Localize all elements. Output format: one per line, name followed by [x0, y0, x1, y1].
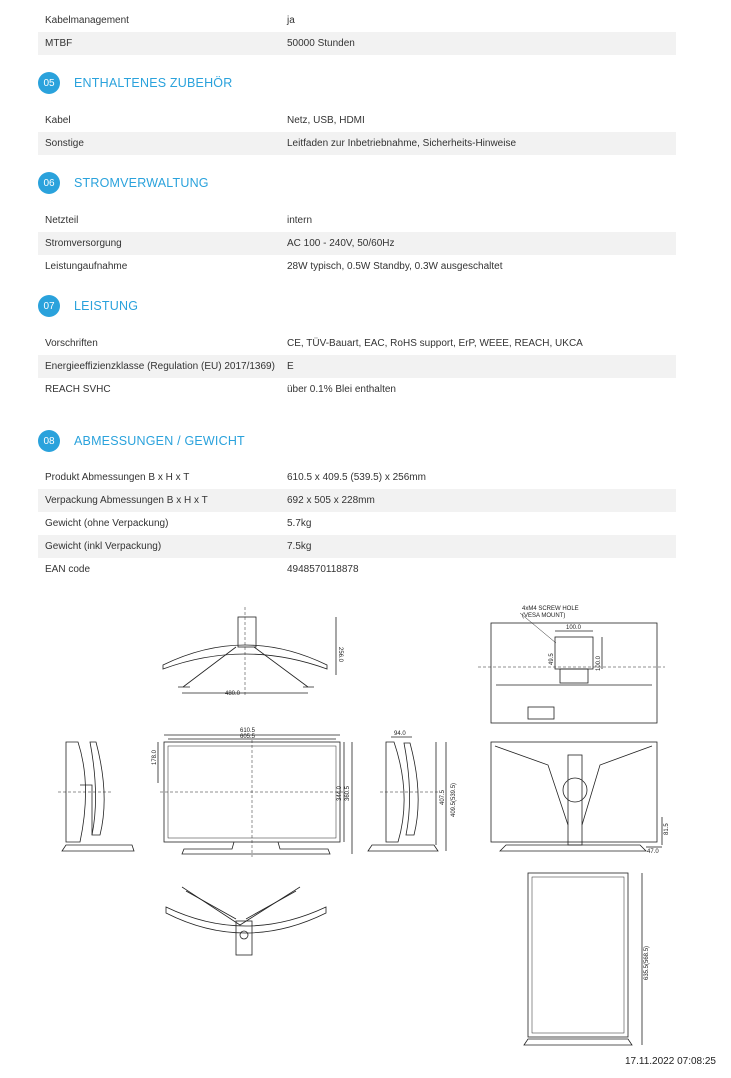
row-key: Gewicht (inkl Verpackung)	[45, 541, 162, 552]
row-value: über 0.1% Blei enthalten	[287, 384, 396, 395]
row-key: Kabelmanagement	[45, 15, 129, 26]
row-key: Leistungaufnahme	[45, 261, 128, 272]
section-title: ENTHALTENES ZUBEHÖR	[74, 76, 233, 90]
row-value: 692 x 505 x 228mm	[287, 495, 375, 506]
row-key: MTBF	[45, 38, 73, 49]
dim-label: 178.0	[152, 749, 158, 765]
table-row	[38, 378, 676, 401]
table-row	[38, 558, 676, 581]
timestamp: 17.11.2022 07:08:25	[624, 1056, 716, 1067]
dim-label: 409.5(539.5)	[451, 782, 457, 817]
section-title: ABMESSUNGEN / GEWICHT	[74, 434, 245, 448]
row-key: Vorschriften	[45, 338, 98, 349]
table-row	[38, 209, 676, 232]
row-key: Verpackung Abmessungen B x H x T	[45, 495, 208, 506]
dim-label: 94.0	[394, 731, 406, 737]
row-value: CE, TÜV-Bauart, EAC, RoHS support, ErP, WEEE, REACH, UKCA	[287, 338, 583, 349]
table-row	[38, 355, 676, 378]
table-row	[38, 489, 676, 512]
front-view-drawing	[158, 735, 352, 857]
rear-view-drawing	[491, 742, 662, 851]
vesa-note: (VESA MOUNT)	[522, 613, 566, 619]
spec-table-power	[38, 209, 676, 278]
dim-label: 480.0	[225, 691, 241, 697]
table-row	[38, 32, 676, 55]
row-value: intern	[287, 215, 313, 226]
table-row	[38, 109, 676, 132]
section-number-badge: 08	[38, 430, 60, 452]
dim-label: 360.5	[345, 785, 351, 801]
right-side-view-drawing	[368, 737, 446, 851]
dim-label: 610.5	[240, 728, 256, 734]
table-row	[38, 332, 676, 355]
row-value: 50000 Stunden	[287, 38, 355, 49]
spec-table-top	[38, 9, 676, 55]
dim-label: 49.5	[549, 653, 555, 665]
row-key: Gewicht (ohne Verpackung)	[45, 518, 169, 529]
row-value: 4948570118878	[287, 564, 359, 575]
section-heading-accessories	[38, 72, 232, 94]
dim-label: 256.0	[337, 647, 343, 663]
table-row	[38, 255, 676, 278]
row-key: Netzteil	[45, 215, 79, 226]
row-value: 28W typisch, 0.5W Standby, 0.3W ausgeschaltet	[287, 261, 503, 272]
top-view-drawing	[163, 607, 336, 695]
dim-label: 81.5	[664, 823, 670, 835]
section-number-badge: 07	[38, 295, 60, 317]
row-value: E	[287, 361, 294, 372]
row-key: Stromversorgung	[45, 238, 122, 249]
section-heading-power	[38, 172, 209, 194]
section-number-badge: 06	[38, 172, 60, 194]
row-value: 7.5kg	[287, 541, 312, 552]
table-row	[38, 535, 676, 558]
table-row	[38, 466, 676, 489]
table-row	[38, 232, 676, 255]
section-heading-dimensions	[38, 430, 245, 452]
vesa-note: 4xM4 SCREW HOLE	[522, 606, 579, 612]
left-side-view-drawing	[58, 742, 134, 851]
spec-table-accessories	[38, 109, 676, 155]
row-key: EAN code	[45, 564, 91, 575]
section-title: LEISTUNG	[74, 299, 139, 313]
row-value: ja	[287, 15, 295, 26]
dim-label: 47.0	[647, 849, 659, 855]
section-title: STROMVERWALTUNG	[74, 176, 209, 190]
spec-table-performance	[38, 332, 676, 401]
bottom-view-drawing	[166, 887, 326, 955]
row-key: Sonstige	[45, 138, 84, 149]
dim-label: 635.5(568.5)	[644, 945, 650, 980]
row-key: Energieeffizienzklasse (Regulation (EU) 2017/1369)	[45, 361, 275, 372]
dim-label: 605.5	[240, 734, 256, 740]
row-value: Netz, USB, HDMI	[287, 115, 365, 126]
dimension-drawings	[0, 595, 731, 1055]
dim-label: 100.0	[596, 655, 602, 671]
row-value: Leitfaden zur Inbetriebnahme, Sicherheits-Hinweise	[287, 138, 517, 149]
dim-label: 100.0	[566, 625, 582, 631]
spec-table-dimensions	[38, 466, 676, 581]
table-row	[38, 512, 676, 535]
section-number-badge: 05	[38, 72, 60, 94]
row-key: REACH SVHC	[45, 384, 111, 395]
dim-label: 344.0	[337, 785, 343, 801]
table-row	[38, 9, 676, 32]
section-heading-performance	[38, 295, 138, 317]
dim-label: 407.5	[440, 789, 446, 805]
row-value: 5.7kg	[287, 518, 312, 529]
row-value: 610.5 x 409.5 (539.5) x 256mm	[287, 472, 426, 483]
row-value: AC 100 - 240V, 50/60Hz	[287, 238, 395, 249]
portrait-view-drawing	[524, 873, 642, 1045]
row-key: Kabel	[45, 115, 71, 126]
row-key: Produkt Abmessungen B x H x T	[45, 472, 190, 483]
table-row	[38, 132, 676, 155]
